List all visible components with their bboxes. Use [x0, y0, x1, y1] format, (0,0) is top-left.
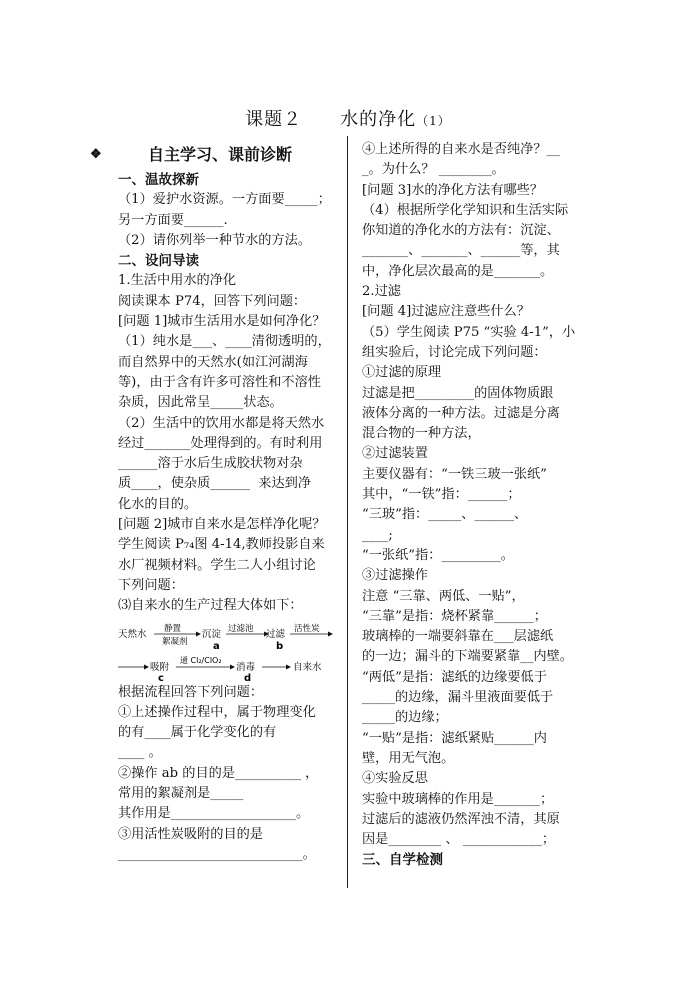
- text-line: ①上述操作过程中，属于物理变化: [118, 704, 316, 720]
- flow-label-a: a: [213, 640, 220, 652]
- text-line: 注意 “三靠、两低、一贴”，: [362, 588, 525, 604]
- text-line: ②操作 ab 的目的是__________ ，: [118, 765, 319, 781]
- text-line: 质____，使杂质______ 来达到净: [118, 476, 312, 492]
- text-line: 下列问题：: [118, 577, 184, 593]
- flow-step-flocculant: 絮凝剂: [162, 636, 188, 647]
- text-line: “三靠”是指：烧杯紧靠______；: [362, 608, 547, 624]
- text-line: 你知道的净化水的方法有：沉淀、: [362, 223, 560, 239]
- flow-node-sediment: 沉淀: [202, 628, 222, 640]
- text-line: 2.过滤: [362, 284, 401, 300]
- flow-step-filter-pool: 过滤池: [228, 623, 254, 634]
- flow-node-natural-water: 天然水: [118, 628, 147, 640]
- column-divider: [347, 136, 348, 888]
- text-line: [问题 1]城市生活用水是如何净化？: [118, 314, 326, 330]
- text-line: ③用活性炭吸附的目的是: [118, 826, 264, 842]
- flow-arrowhead-4: [144, 664, 149, 669]
- text-line: ______溶于水后生成胶状物对杂: [118, 456, 303, 472]
- text-line: 阅读课本 P74，回答下列问题：: [118, 293, 307, 309]
- left-lines: [118, 170, 338, 617]
- water-process-flowchart: [118, 623, 338, 681]
- text-line: ⑶自来水的生产过程大体如下：: [118, 598, 303, 614]
- section-title: [90, 140, 338, 170]
- text-line: “一贴”是指：滤纸紧贴______内: [362, 730, 547, 746]
- text-line: （2）生活中的饮用水都是将天然水: [118, 415, 325, 431]
- text-line: 的一边；漏斗的下端要紧靠__内壁。: [362, 649, 573, 665]
- text-line: 中，净化层次最高的是_______。: [362, 263, 554, 279]
- text-line: ____;: [362, 527, 393, 543]
- flow-node-adsorb: 吸附: [150, 661, 170, 673]
- text-line: 液体分离的一种方法。过滤是分离: [362, 405, 560, 421]
- text-line: 的有____属于化学变化的有: [118, 725, 277, 741]
- flow-arrowhead-3: [328, 631, 333, 636]
- title-sub: （1）: [416, 114, 451, 128]
- text-line: “一张纸”指：_________。: [362, 547, 514, 563]
- text-line: 组实验后，讨论完成下列问题：: [362, 344, 547, 360]
- text-line: “两低”是指：滤纸的边缘要低于: [362, 669, 547, 685]
- text-line: [问题 4]过滤应注意些什么？: [362, 304, 530, 320]
- flow-node-filter: 过滤: [266, 628, 286, 640]
- text-line: 壁，用无气泡。: [362, 750, 455, 766]
- flow-arrowhead-6: [286, 664, 291, 669]
- text-line: 杂质，因此常呈_____状态。: [118, 395, 283, 411]
- flow-label-c: c: [158, 672, 164, 681]
- flow-label-d: d: [244, 672, 252, 681]
- flow-step-chlorine: 通 Cl₂/ClO₂: [180, 655, 222, 665]
- flow-step-carbon: 活性炭: [294, 623, 320, 634]
- text-line: （1）爱护水资源。一方面要_____；: [118, 192, 331, 208]
- flow-arrowhead-5: [230, 664, 235, 669]
- text-line: （2）请你列举一种节水的方法。: [118, 232, 312, 248]
- right-lines: [362, 140, 580, 871]
- text-line: 化水的目的。: [118, 496, 198, 512]
- diamond-bullet-icon: ❖: [90, 147, 102, 162]
- text-line: （5）学生阅读 P75 “实验 4-1”，小: [362, 324, 576, 340]
- text-line: ____________________________。: [118, 846, 316, 862]
- flow-arrowhead-1: [196, 631, 201, 636]
- text-line: [问题 2]城市自来水是怎样净化呢？: [118, 517, 326, 533]
- text-line: “三玻”指：_____、______、: [362, 507, 528, 523]
- text-line: ③过滤操作: [362, 568, 428, 584]
- text-line: 玻璃棒的一端要斜靠在___层滤纸: [362, 629, 554, 645]
- flow-node-disinfect: 消毒: [236, 661, 256, 673]
- text-line: 过滤后的滤液仍然浑浊不清，其原: [362, 811, 560, 827]
- text-line: 实验中玻璃棒的作用是_______；: [362, 791, 554, 807]
- text-line: ④上述所得的自来水是否纯净？__: [362, 142, 560, 157]
- left-column: [90, 140, 338, 865]
- text-line: 另一方面要______.: [118, 212, 228, 228]
- text-line: 过滤是把_________的固体物质跟: [362, 385, 554, 401]
- text-line: 水厂视频材料。学生二人小组讨论: [118, 557, 316, 573]
- section-heading: 一、温故探新: [118, 172, 199, 188]
- text-line: _。为什么？ ________。: [362, 162, 505, 178]
- flow-label-b: b: [276, 640, 284, 652]
- section-heading: 三、自学检测: [362, 852, 443, 869]
- left-lines-after: [118, 683, 338, 866]
- flow-step-settle: 静置: [164, 623, 182, 634]
- text-line: _______、_______、______等，其: [362, 243, 560, 259]
- text-line: 根据流程回答下列问题：: [118, 684, 264, 700]
- text-line: 等)，由于含有许多可溶性和不溶性: [118, 374, 321, 390]
- page-title: [0, 105, 696, 131]
- text-line: [问题 3]水的净化方法有哪些？: [362, 182, 544, 198]
- text-line: _____的边缘，漏斗里液面要低于: [362, 690, 554, 706]
- text-line: 1.生活中用水的净化: [118, 273, 237, 289]
- text-line: ____ 。: [118, 745, 162, 761]
- right-column: [362, 140, 580, 871]
- text-line: 常用的絮凝剂是_____: [118, 786, 244, 802]
- text-line: 学生阅读 P₇₄图 4-14,教师投影自来: [118, 537, 325, 553]
- text-line: 其中，“一铁”指：______；: [362, 487, 521, 503]
- flow-node-tap-water: 自来水: [293, 661, 322, 673]
- text-line: 因是________ 、 ____________；: [362, 832, 556, 848]
- section-heading: 二、设问导读: [118, 253, 199, 270]
- text-line: ④实验反思: [362, 771, 428, 787]
- text-line: 主要仪器有：“一铁三玻一张纸”: [362, 466, 547, 482]
- text-line: 经过_______处理得到的。有时利用: [118, 435, 323, 451]
- section-title-text: 自主学习、课前诊断: [148, 145, 293, 164]
- text-line: 混合物的一种方法，: [362, 426, 481, 442]
- text-line: （1）纯水是___、____清彻透明的，: [118, 334, 331, 350]
- text-line: 而自然界中的天然水(如江河湖海: [118, 354, 308, 370]
- text-line: （4）根据所学化学知识和生活实际: [362, 202, 569, 218]
- text-line: 其作用是___________________。: [118, 806, 310, 822]
- text-line: ①过滤的原理: [362, 365, 442, 381]
- title-main: 课题２ 水的净化: [245, 109, 417, 130]
- text-line: ②过滤装置: [362, 446, 428, 462]
- text-line: _____的边缘；: [362, 710, 448, 726]
